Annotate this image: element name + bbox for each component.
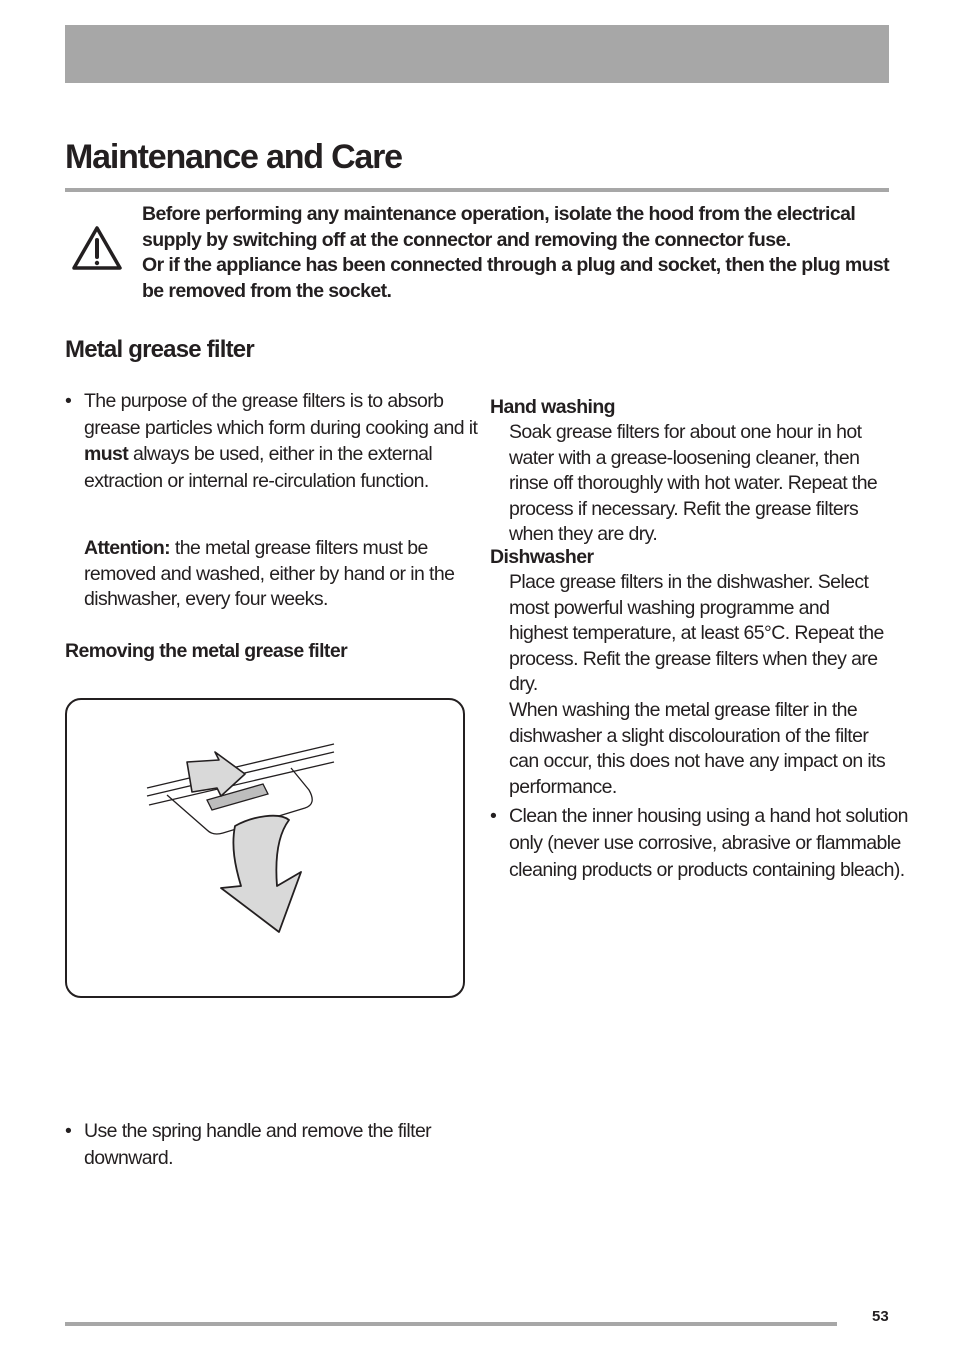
filter-removal-drawing — [67, 700, 463, 996]
purpose-text-emphasis: must — [84, 443, 129, 465]
removal-instruction-text: Use the spring handle and remove the filter downward. — [84, 1120, 432, 1169]
dishwasher-text: Place grease filters in the dishwasher. Select most powerful washing programme and highest temperature, at least 65°C. Repeat the process. Refit the grease filters when they are dry. — [509, 571, 884, 695]
removal-instruction-bullet — [65, 1118, 484, 1171]
dishwasher-heading: Dishwasher — [490, 546, 594, 568]
warning-message — [142, 202, 892, 304]
section-heading: Metal grease filter — [65, 336, 254, 363]
inner-housing-text: Clean the inner housing using a hand hot solution only (never use corrosive, abrasive or flammable cleaning products or products containing bleach). — [509, 805, 908, 881]
bullet-dot: • — [490, 805, 497, 827]
warning-line-2: Or if the appliance has been connected through a plug and socket, then the plug must be removed from the socket. — [142, 254, 890, 302]
page-number: 53 — [872, 1308, 889, 1325]
dishwasher-note: When washing the metal grease filter in the dishwasher a slight discolouration of the filter can occur, this does not have any impact on its performance. — [509, 699, 886, 798]
footer-divider — [65, 1322, 837, 1326]
title-divider — [65, 188, 889, 192]
warning-triangle-icon — [70, 224, 124, 272]
attention-note — [84, 536, 469, 613]
hand-washing-text: Soak grease filters for about one hour in hot water with a grease-loosening cleaner, then rinse off thoroughly with hot water. Repeat the process if necessary. Refit the grease filters when they are dry. — [509, 421, 878, 545]
inner-housing-bullet — [490, 803, 909, 884]
purpose-text-start: The purpose of the grease filters is to absorb grease particles which form during cooking and it — [84, 390, 478, 439]
purpose-text-end: always be used, either in the external extraction or internal re-circulation function. — [84, 443, 433, 492]
filter-removal-illustration — [65, 698, 465, 998]
header-bar — [65, 25, 889, 83]
removing-filter-heading: Removing the metal grease filter — [65, 640, 348, 662]
attention-label: Attention: — [84, 537, 171, 559]
warning-line-1: Before performing any maintenance operation, isolate the hood from the electrical supply by switching off at the connector and removing the connector fuse. — [142, 203, 856, 251]
purpose-bullet — [65, 388, 484, 494]
hood-edge-line — [147, 744, 334, 788]
hand-washing-heading: Hand washing — [490, 396, 615, 418]
page-title: Maintenance and Care — [65, 138, 402, 176]
downward-arrow-icon — [221, 816, 301, 932]
attention-text: the metal grease filters must be removed and washed, either by hand or in the dishwasher, every four weeks. — [84, 537, 455, 610]
bullet-dot: • — [65, 390, 72, 412]
bullet-dot: • — [65, 1120, 72, 1142]
